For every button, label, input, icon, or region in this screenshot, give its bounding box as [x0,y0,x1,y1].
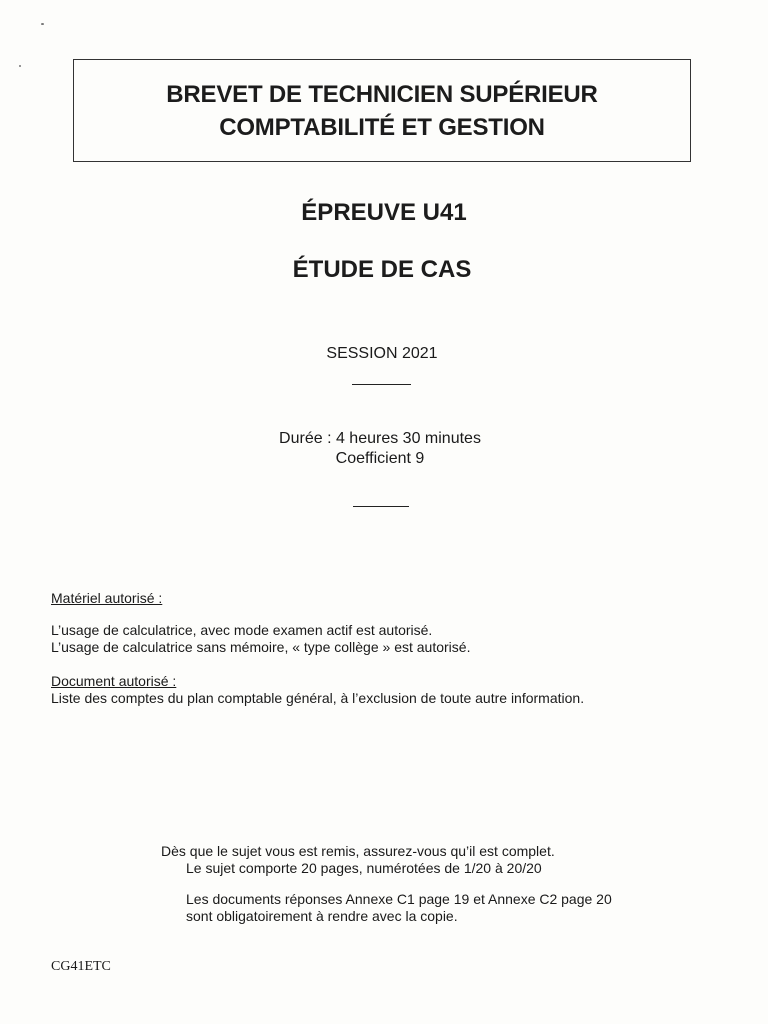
exam-unit-heading: ÉPREUVE U41 [301,199,467,226]
duration-text: Durée : 4 heures 30 minutes [279,430,481,447]
diploma-specialty: COMPTABILITÉ ET GESTION [219,114,545,141]
diploma-title: BREVET DE TECHNICIEN SUPÉRIEUR [166,81,598,108]
document-text: Liste des comptes du plan comptable général, à l’exclusion de toute autre information. [51,690,585,706]
scan-speck [19,65,21,67]
materiel-list [51,622,470,656]
materiel-line: L’usage de calculatrice sans mémoire, « type collège » est autorisé. [51,639,471,655]
materiel-heading: Matériel autorisé : [51,590,163,606]
session-label: SESSION 2021 [326,345,438,362]
notice-line: Les documents réponses Annexe C1 page 19 et Annexe C2 page 20 [186,891,612,907]
notice-line: sont obligatoirement à rendre avec la copie. [186,908,458,924]
subject-code: CG41ETC [51,959,111,974]
duration-block [0,429,760,469]
coefficient-text: Coefficient 9 [335,450,425,467]
completeness-notice [161,843,612,925]
notice-line: Dès que le sujet vous est remis, assurez-vous qu’il est complet. [161,843,555,859]
divider [352,384,411,385]
document-heading: Document autorisé : [51,673,177,689]
title-box [73,59,691,162]
divider [353,506,409,507]
exam-type-heading: ÉTUDE DE CAS [292,256,472,283]
notice-line: Le sujet comporte 20 pages, numérotées de 1/20 à 20/20 [186,860,542,876]
scan-speck [41,23,44,25]
materiel-line: L’usage de calculatrice, avec mode examen actif est autorisé. [51,622,433,638]
